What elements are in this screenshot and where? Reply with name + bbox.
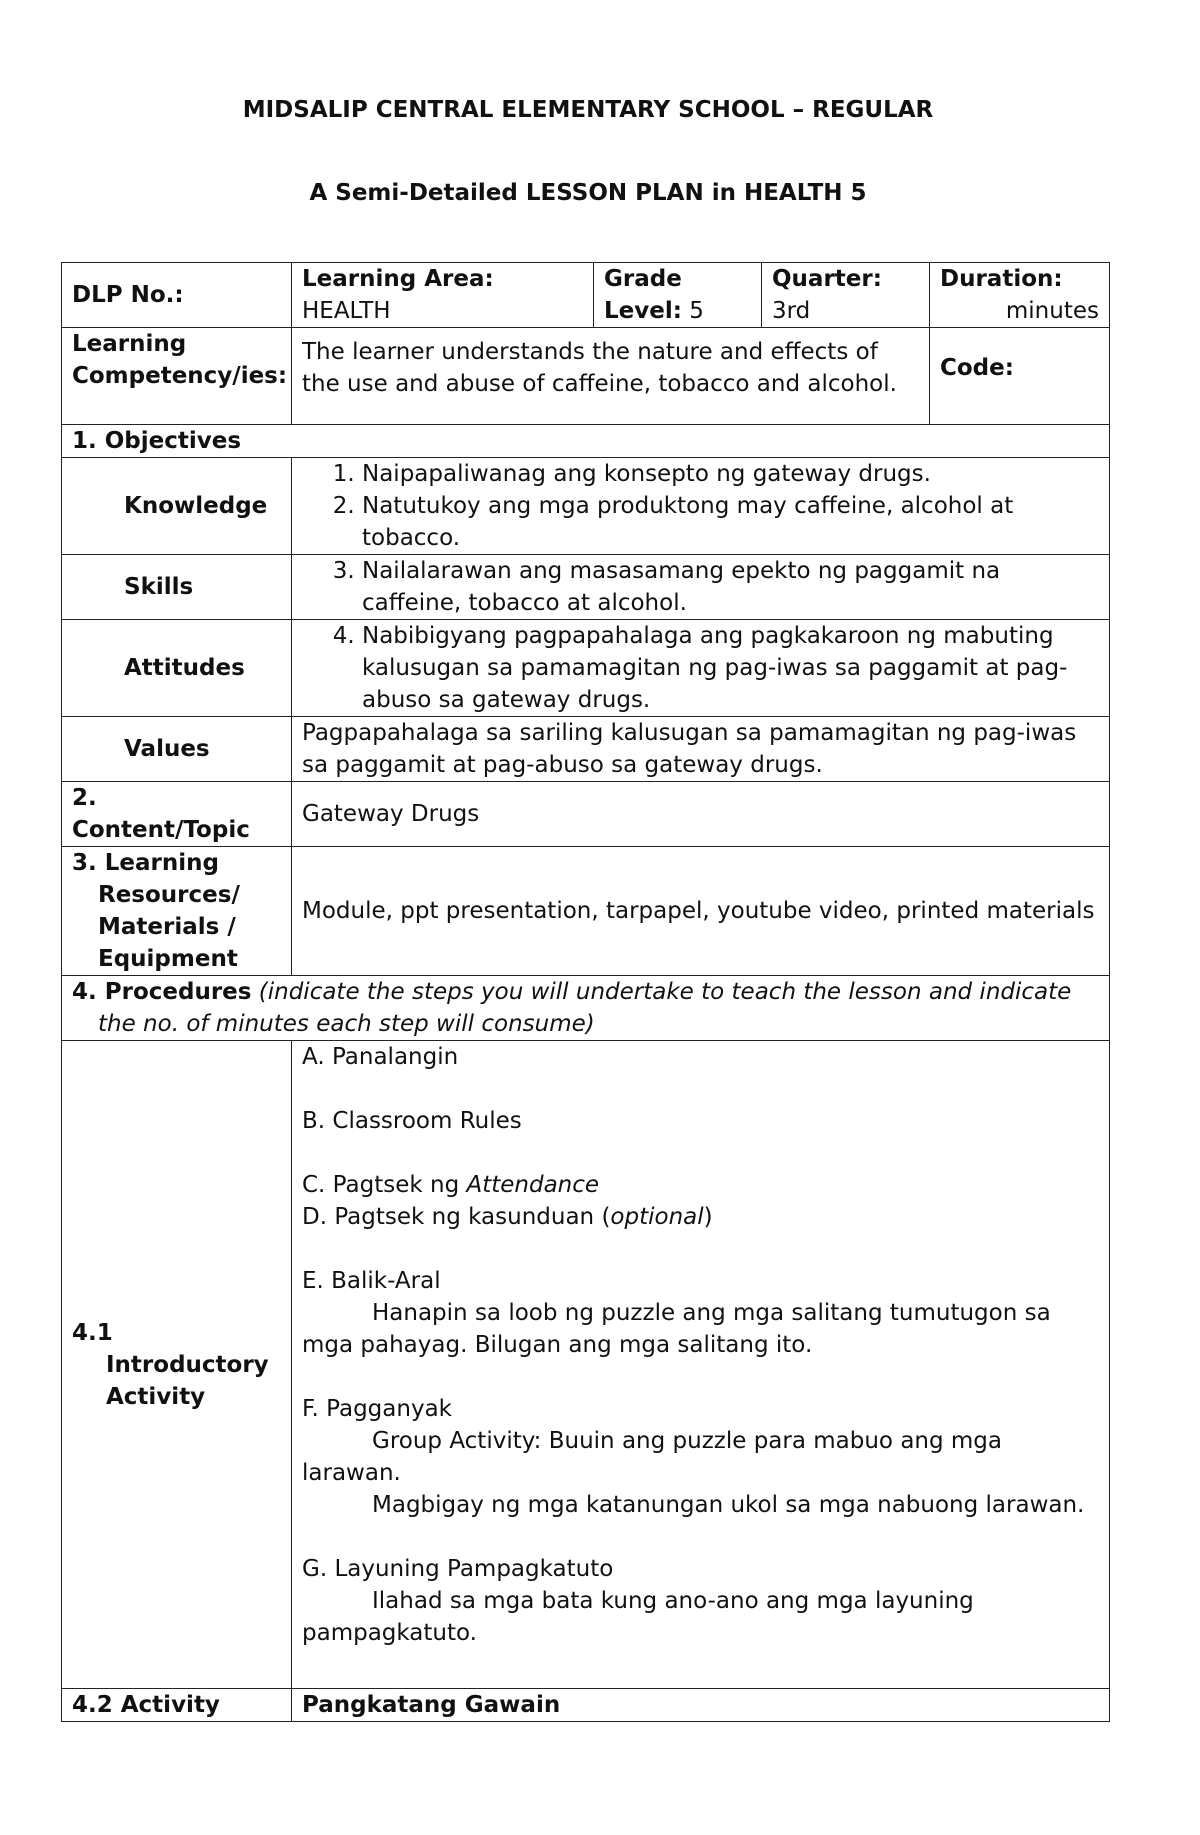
attitudes-row <box>62 620 1110 717</box>
knowledge-item: 2. Natutukoy ang mga produktong may caffeine, alcohol at tobacco. <box>362 490 1099 554</box>
activity-label: 4.2 Activity <box>62 1689 292 1722</box>
step-b: B. Classroom Rules <box>302 1108 522 1134</box>
step-f-text-1: Group Activity: Buuin ang puzzle para mabuo ang mga larawan. <box>302 1428 1002 1486</box>
content-row <box>62 782 1110 847</box>
values-text: Pagpapahalaga sa sariling kalusugan sa pamamagitan ng pag-iwas sa paggamit at pag-abuso sa gateway drugs. <box>292 717 1110 782</box>
skills-label: Skills <box>62 555 292 620</box>
step-a: A. Panalangin <box>302 1044 459 1070</box>
procedures-note: (indicate the steps you will undertake to teach the lesson and indicate the no. of minutes each step will consume) <box>98 979 1072 1037</box>
procedures-heading <box>62 976 1110 1041</box>
competency-label: Learning Competency/ies: <box>62 328 292 425</box>
competency-row <box>62 328 1110 425</box>
level-label: Level: <box>604 298 682 324</box>
duration-value: minutes <box>1005 298 1099 324</box>
document-title: A Semi-Detailed LESSON PLAN in HEALTH 5 <box>309 180 867 206</box>
quarter-value: 3rd <box>772 298 811 324</box>
resources-value: Module, ppt presentation, tarpapel, youtube video, printed materials <box>292 847 1110 976</box>
grade-label: Grade <box>604 266 682 292</box>
grade-level-cell <box>594 263 762 328</box>
introductory-content <box>292 1041 1110 1689</box>
skills-item: 3. Nailalarawan ang masasamang epekto ng paggamit na caffeine, tobacco at alcohol. <box>362 555 1099 619</box>
attitudes-list <box>302 620 1099 716</box>
knowledge-label: Knowledge <box>62 458 292 555</box>
knowledge-list <box>302 458 1099 554</box>
skills-list <box>302 555 1099 619</box>
step-g: G. Layuning Pampagkatuto <box>302 1556 614 1582</box>
learning-area-value: HEALTH <box>302 298 391 324</box>
step-g-text: Ilahad sa mga bata kung ano-ano ang mga layuning pampagkatuto. <box>302 1588 974 1646</box>
quarter-label: Quarter: <box>772 266 882 292</box>
introductory-label: 4.1 Introductory Activity <box>62 1041 292 1689</box>
resources-row <box>62 847 1110 976</box>
step-e-text: Hanapin sa loob ng puzzle ang mga salitang tumutugon sa mga pahayag. Bilugan ang mga salitang ito. <box>302 1300 1051 1358</box>
competency-text: The learner understands the nature and effects of the use and abuse of caffeine, tobacco and alcohol. <box>292 328 930 425</box>
code-label: Code: <box>930 328 1110 425</box>
info-row <box>62 263 1110 328</box>
procedures-heading-row <box>62 976 1110 1041</box>
learning-area-label: Learning Area: <box>302 266 494 292</box>
skills-row <box>62 555 1110 620</box>
values-row <box>62 717 1110 782</box>
attitudes-item: 4. Nabibigyang pagpapahalaga ang pagkakaroon ng mabuting kalusugan sa pamamagitan ng pag-iwas sa paggamit at pag-abuso sa gateway drugs. <box>362 620 1099 716</box>
step-d: D. Pagtsek ng kasunduan (optional) <box>302 1204 713 1230</box>
grade-value: 5 <box>689 298 704 324</box>
duration-cell <box>930 263 1110 328</box>
duration-label: Duration: <box>940 266 1063 292</box>
school-name: MIDSALIP CENTRAL ELEMENTARY SCHOOL – REGULAR <box>242 97 934 123</box>
step-f: F. Pagganyak <box>302 1396 452 1422</box>
attitudes-label: Attitudes <box>62 620 292 717</box>
quarter-cell <box>762 263 930 328</box>
objectives-heading: 1. Objectives <box>62 425 1110 458</box>
introductory-row <box>62 1041 1110 1689</box>
activity-value: Pangkatang Gawain <box>292 1689 1110 1722</box>
content-label: 2. Content/Topic <box>62 782 292 847</box>
knowledge-item: 1. Naipapaliwanag ang konsepto ng gateway drugs. <box>362 458 1099 490</box>
content-value: Gateway Drugs <box>292 782 1110 847</box>
learning-area-cell <box>292 263 594 328</box>
objectives-heading-row <box>62 425 1110 458</box>
procedures-title: 4. Procedures <box>72 979 252 1005</box>
activity-row <box>62 1689 1110 1722</box>
step-e: E. Balik-Aral <box>302 1268 441 1294</box>
values-label: Values <box>62 717 292 782</box>
dlp-label: DLP No.: <box>62 263 292 328</box>
step-f-text-2: Magbigay ng mga katanungan ukol sa mga nabuong larawan. <box>372 1492 1085 1518</box>
resources-label: 3. Learning Resources/ Materials / Equipment <box>62 847 292 976</box>
knowledge-row <box>62 458 1110 555</box>
step-c: C. Pagtsek ng Attendance <box>302 1172 600 1198</box>
lesson-plan-table <box>61 262 1110 1722</box>
